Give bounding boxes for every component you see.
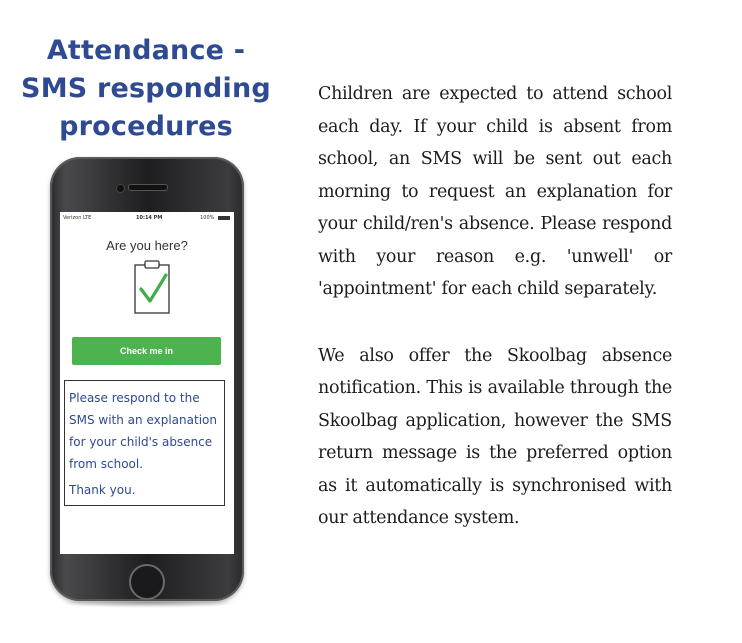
message-thanks: Thank you. — [69, 483, 136, 497]
check-in-button[interactable]: Check me in — [72, 337, 221, 365]
title-line-1: Attendance - — [46, 35, 246, 66]
message-line-2: SMS with an explanation — [69, 413, 217, 427]
status-time: 10:14 PM — [136, 215, 163, 221]
battery-label: 100% — [200, 215, 215, 221]
clipboard-check-icon — [132, 259, 172, 315]
home-button — [129, 564, 165, 600]
title-line-2: SMS responding — [21, 73, 271, 104]
paragraph-attendance: Children are expected to attend school each day. If your child is absent from school, an SMS will be sent out each morning to request an explanation for your child/ren's absence. Please respond with your reason e.g. 'unwell' or 'appointment' for each child separately. — [318, 84, 672, 299]
page-title — [10, 32, 282, 146]
battery-icon — [218, 216, 230, 220]
sms-instruction-box — [64, 380, 225, 506]
carrier-label: Verizon LTE — [63, 215, 92, 221]
message-line-1: Please respond to the — [69, 391, 200, 405]
phone-shadow — [58, 598, 238, 608]
status-bar — [60, 212, 234, 224]
camera-icon — [116, 184, 125, 193]
title-line-3: procedures — [59, 111, 233, 142]
paragraph-skoolbag: We also offer the Skoolbag absence notification. This is available through the Skoolbag application, however the SMS return message is the preferred option as it automatically is synchronised with our attendance system. — [318, 345, 672, 528]
message-line-4: from school. — [69, 457, 144, 471]
speaker-icon — [128, 184, 168, 191]
prompt-heading: Are you here? — [106, 238, 188, 253]
message-line-3: for your child's absence — [69, 435, 213, 449]
phone-illustration — [50, 157, 244, 601]
battery-indicator — [200, 215, 230, 221]
phone-screen — [60, 212, 234, 554]
body-text — [318, 78, 672, 535]
